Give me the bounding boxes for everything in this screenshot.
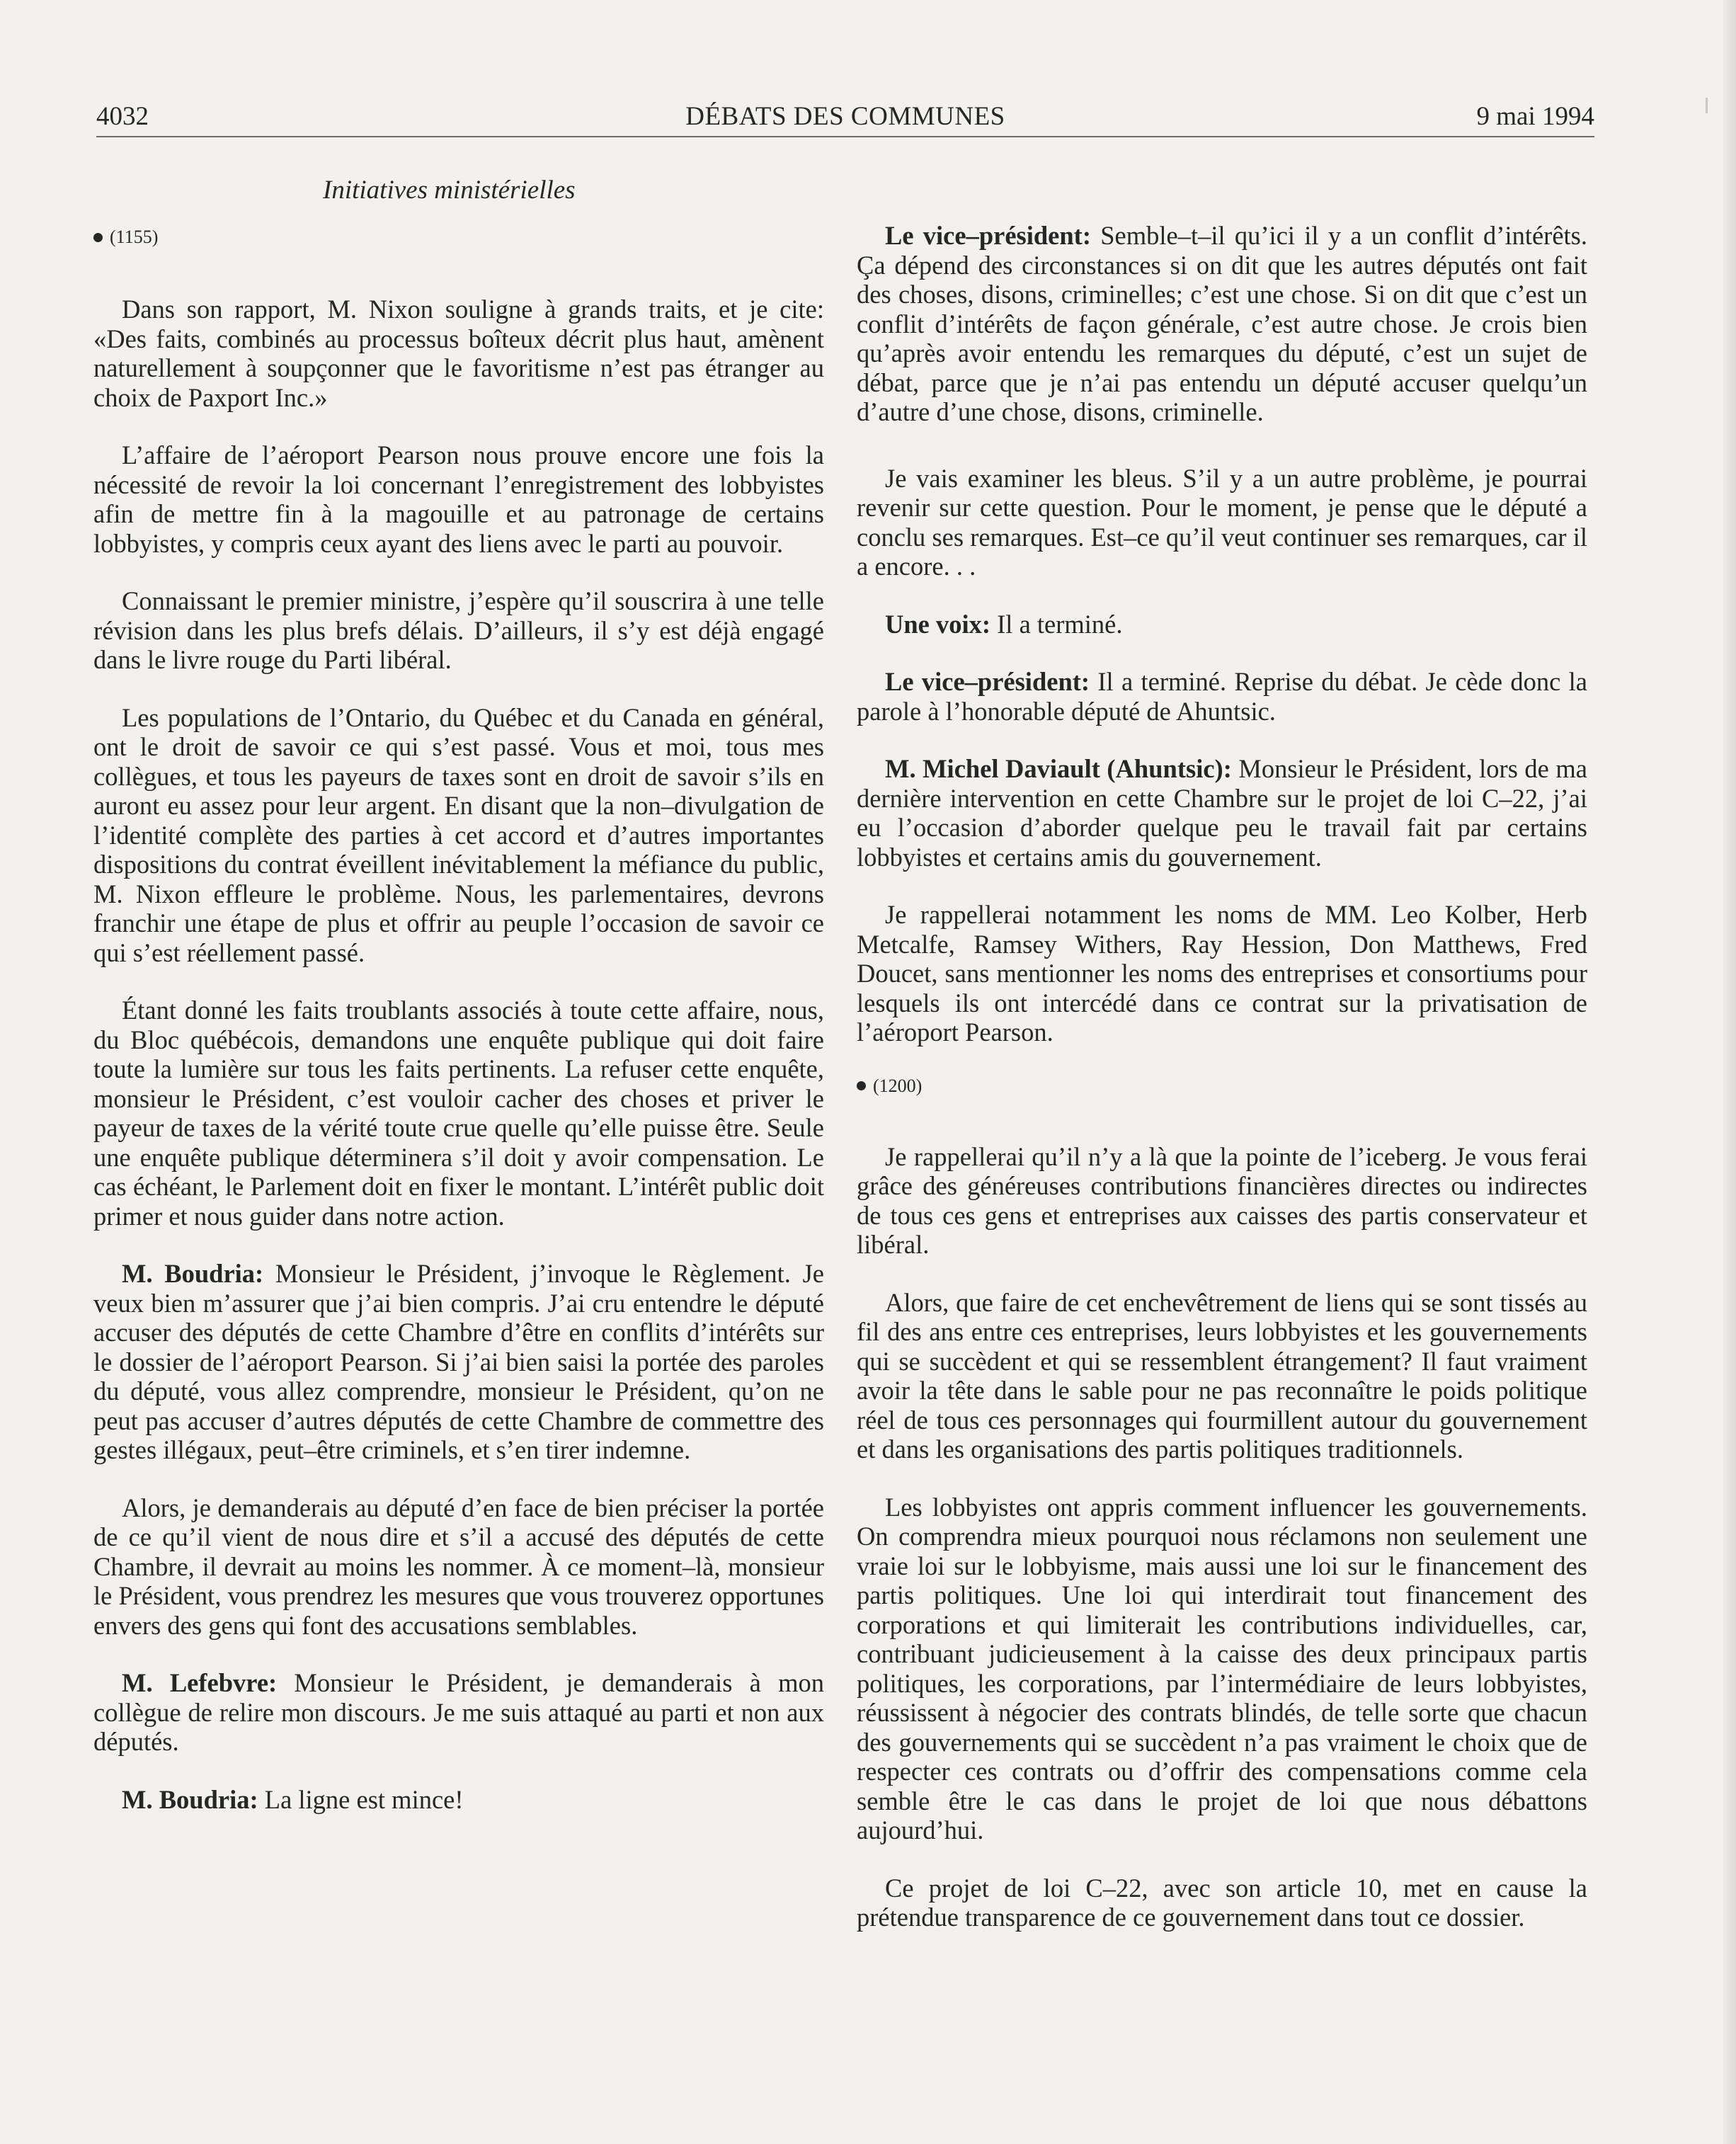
- page-edge-shadow: [1723, 0, 1736, 2144]
- paragraph: [93, 586, 824, 675]
- paragraph-text: Monsieur le Président, j’invoque le Règlement. Je veux bien m’assurer que j’ai bien compris. J’ai cru entendre le député accuser des députés de cette Chambre d’être en conflits d’intérêts sur le dossier de l’aéroport Pearson. Si j’ai bien saisi la portée des paroles du député, vous allez comprendre, monsieur le Président, qu’on ne peut pas accuser d’autres députés de cette Chambre de commettre des gestes illégaux, peut–être criminels, et s’en tirer indemne.: [93, 1259, 824, 1464]
- paragraph: [93, 1668, 824, 1757]
- paragraph-text: Je rappellerai notamment les noms de MM. Leo Kolber, Herb Metcalfe, Ramsey Withers, Ray Hession, Don Matthews, Fred Doucet, sans mentionner les noms des entreprises et consortiums pour lesquels ils ont intercédé dans ce contrat sur la privatisation de l’aéroport Pearson.: [857, 900, 1587, 1047]
- time-marker: [93, 227, 824, 248]
- paragraph-text: Les lobbyistes ont appris comment influencer les gouvernements. On comprendra mieux pourquoi nous réclamons non seulement une vraie loi sur le lobbyisme, mais aussi une loi sur le financement des partis politiques. Une loi qui interdirait tout financement des corporations et qui limiterait les contributions individuelles, car, contribuant judicieusement à la caisse des deux principaux partis politiques, les corporations, par l’intermédiaire de leurs lobbyistes, réussissent à négocier des contrats blindés, de telle sorte que chacun des gouvernements qui se succèdent n’a pas vraiment le choix que de respecter ces contrats ou d’offrir des compensations comme cela semble être le cas dans le projet de loi que nous débattons aujourd’hui.: [857, 1492, 1587, 1844]
- paragraph: [93, 1259, 824, 1465]
- time-marker: [857, 1076, 1587, 1097]
- speaker-name: Une voix:: [885, 609, 991, 639]
- right-column: [857, 221, 1587, 1961]
- paragraph: [857, 1142, 1587, 1260]
- paragraph-text: Ce projet de loi C–22, avec son article 10, met en cause la prétendue transparence de ce gouvernement dans tout ce dossier.: [857, 1873, 1587, 1932]
- paragraph: [857, 1288, 1587, 1464]
- paragraph: [93, 703, 824, 968]
- paragraph-text: Les populations de l’Ontario, du Québec et du Canada en général, ont le droit de savoir ce qui s’est passé. Vous et moi, tous mes collègues, et tous les payeurs de taxes sont en droit de savoir s’ils en auront eu assez pour leur argent. En disant que la non–divulgation de l’identité complète des parties à cet accord et d’autres importantes dispositions du contrat éveillent inévitablement la méfiance du public, M. Nixon effleure le problème. Nous, les parlementaires, devrons franchir une étape de plus et offrir au peuple l’occasion de savoir ce qui s’est réellement passé.: [93, 702, 824, 967]
- paragraph-text: Je vais examiner les bleus. S’il y a un autre problème, je pourrai revenir sur cette question. Pour le moment, je pense que le député a conclu ses remarques. Est–ce qu’il veut continuer ses remarques, car il a encore. . .: [857, 463, 1587, 581]
- paragraph: [857, 754, 1587, 872]
- paragraph: [857, 667, 1587, 726]
- paragraph-text: Alors, que faire de cet enchevêtrement de liens qui se sont tissés au fil des ans entre ces entreprises, leurs lobbyistes et les gouvernements qui se succèdent et qui se ressemblent étrangement? Il faut vraiment avoir la tête dans le sable pour ne pas reconnaître le poids politique réel de tous ces personnages qui fourmillent autour du gouvernement et dans les organisations des partis politiques traditionnels.: [857, 1287, 1587, 1464]
- speaker-name: Le vice–président:: [885, 221, 1091, 250]
- scan-mark: [1706, 98, 1708, 113]
- paragraph-text: Je rappellerai qu’il n’y a là que la pointe de l’iceberg. Je vous ferai grâce des généreuses contributions financières directes ou indirectes de tous ces gens et entreprises aux caisses des partis conservateur et libéral.: [857, 1141, 1587, 1259]
- speaker-name: M. Lefebvre:: [122, 1668, 278, 1697]
- paragraph: [857, 900, 1587, 1047]
- paragraph-text: La ligne est mince!: [258, 1784, 464, 1814]
- paragraph-text: Alors, je demanderais au député d’en face de bien préciser la portée de ce qu’il vient de nous dire et s’il a accusé des députés de cette Chambre, il devrait au moins les nommer. À ce moment–là, monsieur le Président, vous prendrez les mesures que vous trouverez opportunes envers des gens qui font des accusations semblables.: [93, 1493, 824, 1640]
- left-column: [93, 227, 824, 1842]
- left-paragraphs: [93, 295, 824, 1814]
- paragraph-text: Connaissant le premier ministre, j’espère qu’il souscrira à une telle révision dans les plus brefs délais. D’ailleurs, il s’y est déjà engagé dans le livre rouge du Parti libéral.: [93, 586, 824, 674]
- paragraph-text: Étant donné les faits troublants associés à toute cette affaire, nous, du Bloc québécois, demandons une enquête publique qui doit faire toute la lumière sur tous les faits pertinents. La refuser cette enquête, monsieur le Président, c’est vouloir cacher des choses et priver le payeur de taxes de la vérité toute crue quelle qu’elle puisse être. Seule une enquête publique déterminera s’il doit y avoir compensation. Le cas échéant, le Parlement doit en fixer le montant. L’intérêt public doit primer et nous guider dans notre action.: [93, 996, 824, 1231]
- page-number: 4032: [96, 102, 149, 131]
- paragraph-text: Il a terminé. Reprise du débat. Je cède donc la parole à l’honorable député de Ahuntsic.: [857, 667, 1587, 726]
- right-paragraphs-after: [857, 1142, 1587, 1932]
- speaker-name: Le vice–président:: [885, 667, 1090, 696]
- paragraph-text: Monsieur le Président, je demanderais à mon collègue de relire mon discours. Je me suis attaqué au parti et non aux députés.: [93, 1668, 824, 1756]
- section-title: Initiatives ministérielles: [323, 176, 576, 205]
- paragraph: [93, 295, 824, 412]
- paragraph-text: Il a terminé.: [990, 609, 1123, 639]
- paragraph-text: Semble–t–il qu’ici il y a un conflit d’intérêts. Ça dépend des circonstances si on dit que les autres députés ont fait des choses, disons, criminelles; c’est une chose. Si on dit que c’est un conflit d’intérêts de façon générale, c’est autre chose. Je crois bien qu’après avoir entendu les remarques du député, c’est un sujet de débat, parce que je n’ai pas entendu un député accuser quelqu’un d’autre d’une chose, disons, criminelle.: [857, 221, 1588, 426]
- right-paragraphs-before: [857, 221, 1587, 1047]
- publication-date: 9 mai 1994: [1476, 102, 1594, 131]
- bullet-icon: [93, 233, 103, 242]
- publication-title: DÉBATS DES COMMUNES: [685, 102, 1005, 131]
- speaker-name: M. Boudria:: [122, 1259, 264, 1288]
- paragraph-text: Monsieur le Président, lors de ma dernière intervention en cette Chambre sur le projet de loi C–22, j’ai eu l’occasion d’aborder quelque peu le travail fait par certains lobbyistes et certains amis du gouvernement.: [857, 754, 1587, 872]
- paragraph: [93, 1785, 824, 1815]
- speaker-name: M. Michel Daviault (Ahuntsic):: [885, 754, 1232, 783]
- paragraph: [93, 1493, 824, 1641]
- speaker-name: M. Boudria:: [122, 1784, 258, 1814]
- paragraph-text: Dans son rapport, M. Nixon souligne à grands traits, et je cite: «Des faits, combinés au processus boîteux décrit plus haut, amènent naturellement à soupçonner que le favoritisme n’est pas étranger au choix de Paxport Inc.»: [93, 295, 824, 412]
- time-marker-label: (1155): [110, 227, 159, 247]
- paragraph: [857, 1874, 1587, 1932]
- page-header: [96, 101, 1594, 137]
- paragraph: [857, 1493, 1587, 1845]
- bullet-icon: [857, 1081, 866, 1090]
- paragraph-text: L’affaire de l’aéroport Pearson nous prouve encore une fois la nécessité de revoir la loi concernant l’enregistrement des lobbyistes afin de mettre fin à la magouille et au patronage de certains lobbyistes, y compris ceux ayant des liens avec le parti au pouvoir.: [93, 440, 824, 558]
- paragraph: [93, 440, 824, 558]
- paragraph: [857, 464, 1587, 581]
- paragraph: [857, 610, 1587, 639]
- time-marker-label: (1200): [873, 1075, 923, 1096]
- paragraph: [857, 221, 1587, 427]
- paragraph: [93, 996, 824, 1231]
